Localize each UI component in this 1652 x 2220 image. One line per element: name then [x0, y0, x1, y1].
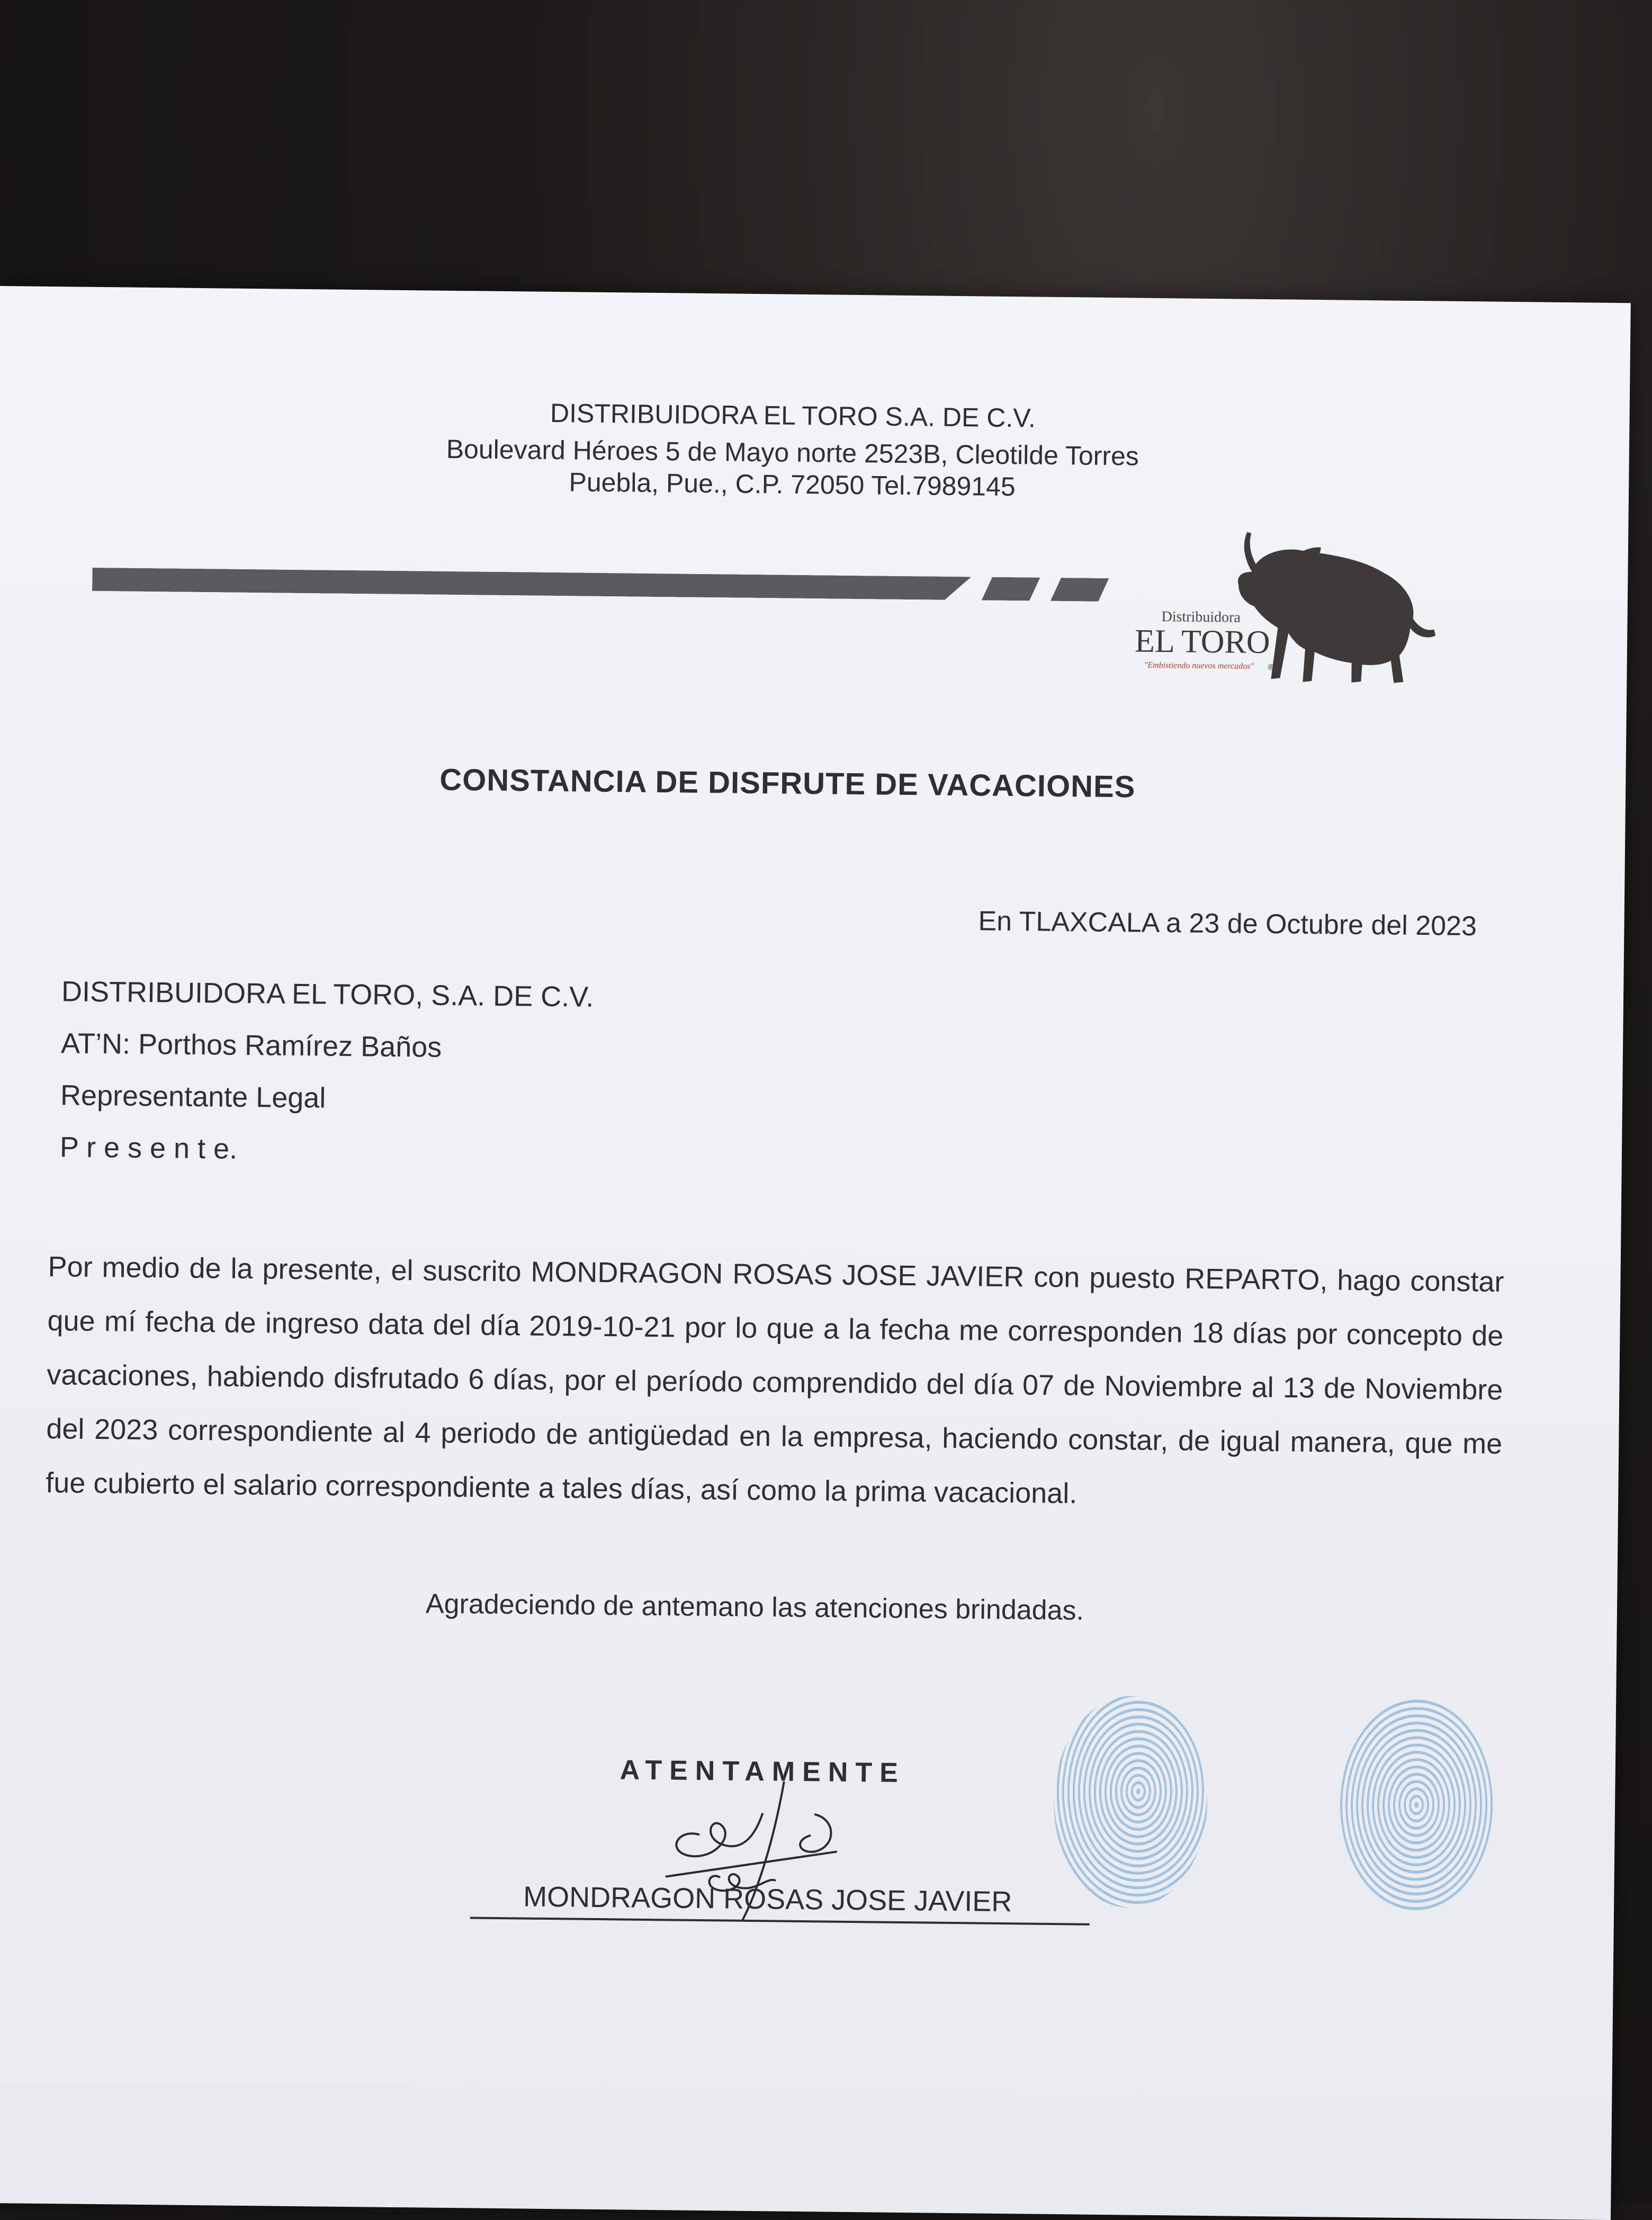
company-name-header: DISTRIBUIDORA EL TORO S.A. DE C.V. — [550, 398, 1036, 433]
document-title: CONSTANCIA DE DISFRUTE DE VACACIONES — [439, 762, 1136, 804]
logo-brand-text: EL TORO — [1134, 623, 1270, 661]
fingerprint-right — [1339, 1698, 1494, 1912]
thanks-line: Agradeciendo de antemano las atenciones brindadas. — [425, 1588, 1084, 1626]
logo-tagline: "Embistiendo nuevos mercados" — [1144, 660, 1254, 671]
closing-atentamente: ATENTAMENTE — [620, 1754, 906, 1789]
fingerprint-left — [1053, 1695, 1208, 1909]
place-date: En TLAXCALA a 23 de Octubre del 2023 — [978, 906, 1477, 942]
recipient-company: DISTRIBUIDORA EL TORO, S.A. DE C.V. — [61, 975, 594, 1013]
signer-name: MONDRAGON ROSAS JOSE JAVIER — [523, 1881, 1012, 1918]
bull-icon — [1129, 520, 1448, 698]
document-page — [0, 286, 1631, 2220]
recipient-role: Representante Legal — [60, 1079, 326, 1114]
logo-registered-mark: ® — [1268, 663, 1274, 673]
company-logo — [1129, 520, 1448, 698]
recipient-attention: AT’N: Porthos Ramírez Baños — [60, 1027, 442, 1063]
presente-line: P r e s e n t e. — [59, 1131, 238, 1165]
header-divider-segment — [1051, 578, 1109, 602]
logo-small-text: Distribuidora — [1161, 608, 1241, 626]
body-paragraph: Por medio de la presente, el suscrito MONDRAGON ROSAS JOSE JAVIER con puesto REPARTO, hago constar que mí fecha de ingreso data del día 2019-10-21 por lo que a la fecha me corresponden 18 días por concepto de vacaciones, habiendo disfrutado 6 días, por el período comprendido del día 07 de Noviembre al 13 de Noviembre del 2023 correspondiente al 4 periodo de antigüedad en la empresa, haciendo constar, de igual manera, que me fue cubierto el salario correspondiente a tales días, así como la prima vacacional. — [46, 1251, 1504, 1510]
company-address-line2: Puebla, Pue., C.P. 72050 Tel.7989145 — [569, 467, 1016, 502]
header-divider-segment — [982, 577, 1040, 601]
header-divider-bar — [92, 568, 971, 600]
company-address-line1: Boulevard Héroes 5 de Mayo norte 2523B, Cleotilde Torres — [446, 434, 1139, 471]
